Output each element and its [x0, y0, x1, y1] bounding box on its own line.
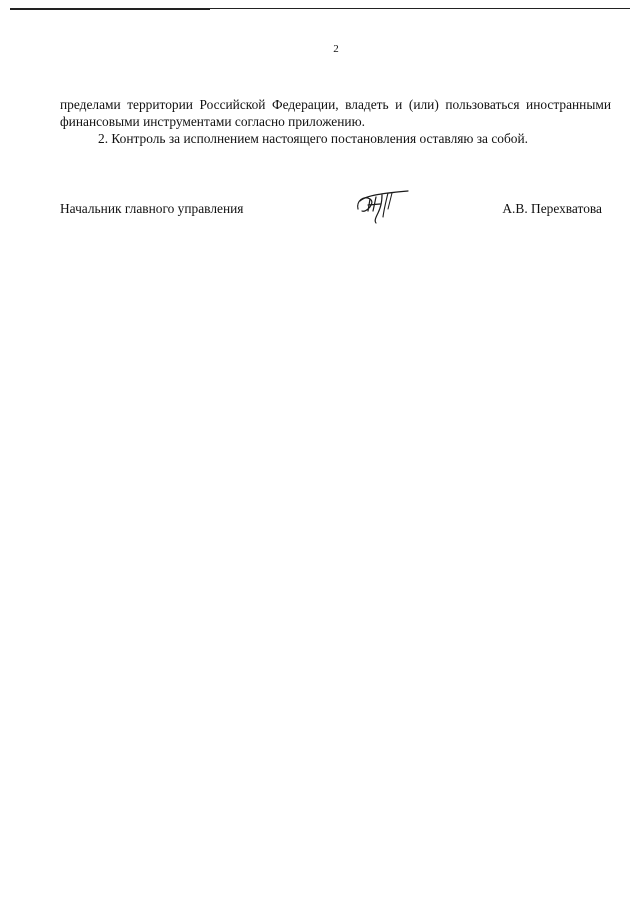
- signer-position: Начальник главного управления: [60, 201, 244, 216]
- paragraph-control: 2. Контроль за исполнением настоящего постановления оставляю за собой.: [98, 131, 529, 146]
- signer-name: А.В. Перехватова: [502, 201, 602, 216]
- signature-block: [60, 199, 602, 229]
- handwritten-signature-icon: [352, 187, 416, 227]
- document-body: [60, 96, 611, 147]
- page-number: 2: [333, 43, 339, 55]
- header-rule-accent: [10, 8, 210, 10]
- paragraph-continued: пределами территории Российской Федерации, владеть и (или) пользоваться иностранными финансовыми инструментами согласно приложению.: [60, 97, 611, 129]
